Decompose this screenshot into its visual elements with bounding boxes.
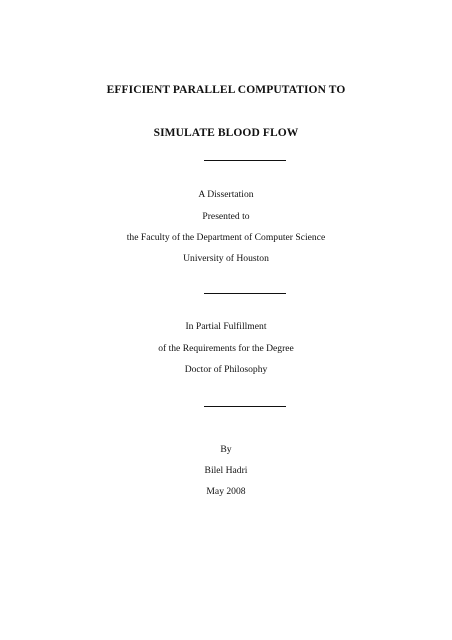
partial-fulfillment-label: In Partial Fulfillment bbox=[185, 321, 267, 332]
separator-rule-3 bbox=[204, 406, 286, 407]
title-line-2: SIMULATE BLOOD FLOW bbox=[153, 127, 299, 139]
requirements-label: of the Requirements for the Degree bbox=[158, 343, 294, 354]
separator-rule-2 bbox=[204, 293, 286, 294]
presented-to-label: Presented to bbox=[202, 211, 250, 222]
by-label: By bbox=[220, 444, 232, 455]
dissertation-label: A Dissertation bbox=[198, 189, 254, 200]
title-line-1: EFFICIENT PARALLEL COMPUTATION TO bbox=[106, 84, 346, 96]
degree-label: Doctor of Philosophy bbox=[184, 364, 268, 375]
faculty-department-label: the Faculty of the Department of Computer Science bbox=[126, 232, 326, 243]
date-label: May 2008 bbox=[206, 486, 246, 497]
separator-rule-1 bbox=[204, 160, 286, 161]
author-name: Bilel Hadri bbox=[204, 465, 248, 476]
university-label: University of Houston bbox=[183, 253, 269, 264]
